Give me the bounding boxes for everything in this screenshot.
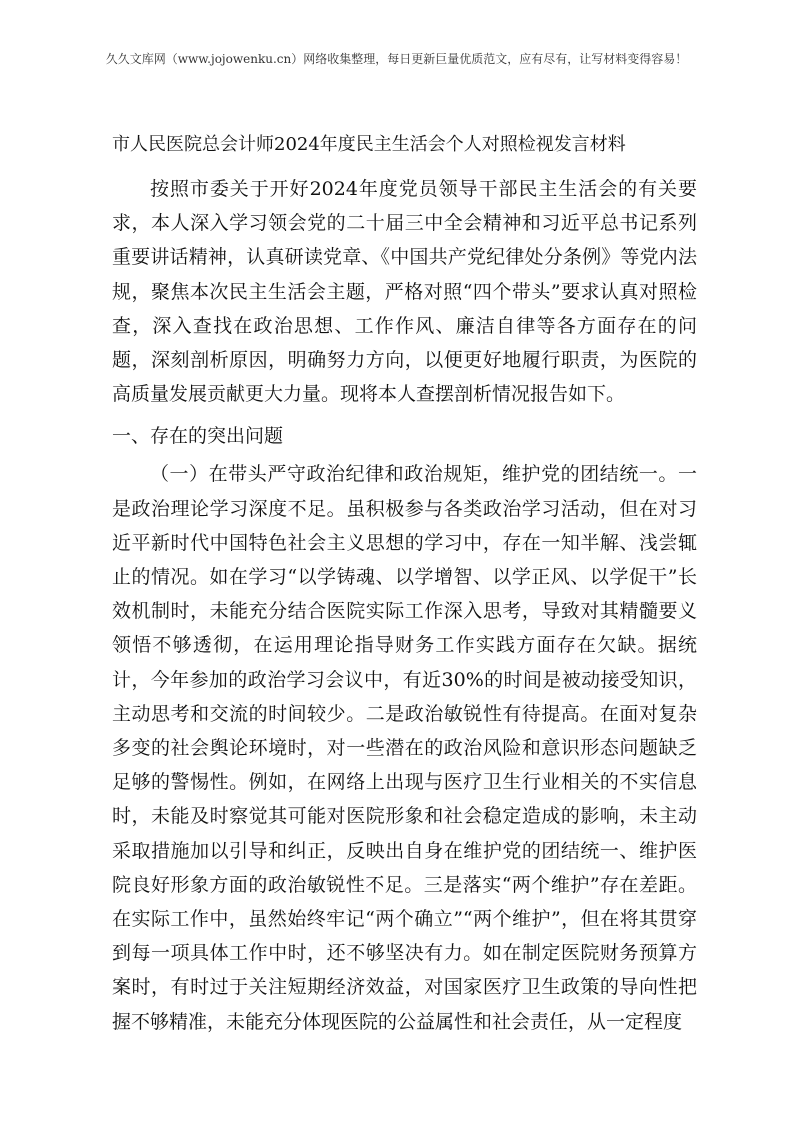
section-paragraph: （一）在带头严守政治纪律和政治规矩，维护党的团结统一。一是政治理论学习深度不足。虽积极参与各类政治学习活动，但在对习近平新时代中国特色社会主义思想的学习中，存在一知半解、浅尝辄止的情况。如在学习“以学铸魂、以学增智、以学正风、以学促干”长效机制时，未能充分结合医院实际工作深入思考，导致对其精髓要义领悟不够透彻，在运用理论指导财务工作实践方面存在欠缺。据统计，今年参加的政治学习会议中，有近30%的时间是被动接受知识，主动思考和交流的时间较少。二是政治敏锐性有待提高。在面对复杂多变的社会舆论环境时，对一些潜在的政治风险和意识形态问题缺乏足够的警惕性。例如，在网络上出现与医疗卫生行业相关的不实信息时，未能及时察觉其可能对医院形象和社会稳定造成的影响，未主动采取措施加以引导和纠正，反映出自身在维护党的团结统一、维护医院良好形象方面的政治敏锐性不足。三是落实“两个维护”存在差距。在实际工作中，虽然始终牢记“两个确立”“两个维护”，但在将其贯穿到每一项具体工作中时，还不够坚决有力。如在制定医院财务预算方案时，有时过于关注短期经济效益，对国家医疗卫生政策的导向性把握不够精准，未能充分体现医院的公益属性和社会责任，从一定程度 [112, 463, 697, 1033]
section-heading: 一、存在的突出问题 [112, 425, 284, 448]
intro-paragraph: 按照市委关于开好2024年度党员领导干部民主生活会的有关要求，本人深入学习领会党的二十届三中全会精神和习近平总书记系列重要讲话精神，认真研读党章、《中国共产党纪律处分条例》等党内法规，聚焦本次民主生活会主题，严格对照“四个带头”要求认真对照检查，深入查找在政治思想、工作作风、廉洁自律等各方面存在的问题，深刻剖析原因，明确努力方向，以便更好地履行职责，为医院的高质量发展贡献更大力量。现将本人查摆剖析情况报告如下。 [112, 178, 697, 406]
document-title: 市人民医院总会计师2024年度民主生活会个人对照检视发言材料 [112, 134, 626, 155]
document-body [112, 128, 697, 1039]
page-header: 久久文库网（www.jojowenku.cn）网络收集整理，每日更新巨量优质范文，应有尽有，让写材料变得容易！ [105, 52, 688, 66]
